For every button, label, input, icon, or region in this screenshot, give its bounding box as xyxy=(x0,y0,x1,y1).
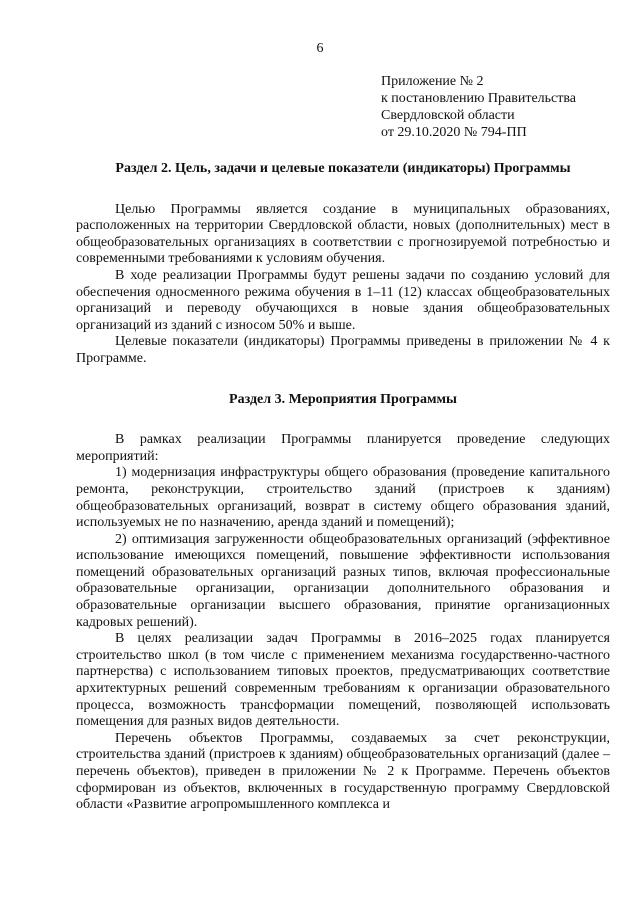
section-3-title: Раздел 3. Мероприятия Программы xyxy=(229,391,457,407)
appendix-stamp xyxy=(381,73,621,141)
appendix-line-4: от 29.10.2020 № 794-ПП xyxy=(381,125,527,140)
section-3-list-item-2: 2) оптимизация загруженности общеобразовательных организаций (эффективное использование имеющихся помещений, повышение эффективности использования помещений образовательных организаций разных типов, включая профессиональные образовательные организации, организации дополнительного образования и образовательные организации высшего образования, принятие организационных кадровых решений). xyxy=(76,531,610,630)
section-2-title: Раздел 2. Цель, задачи и целевые показатели (индикаторы) Программы xyxy=(115,161,571,176)
section-2-paragraph-3: Целевые показатели (индикаторы) Программы приведены в приложении № 4 к Программе. xyxy=(76,334,610,366)
appendix-line-3: Свердловской области xyxy=(381,108,515,123)
section-3-paragraph-1: В рамках реализации Программы планируется проведение следующих мероприятий: xyxy=(76,432,610,464)
section-2-paragraph-2: В ходе реализации Программы будут решены задачи по созданию условий для обеспечения односменного режима обучения в 1–11 (12) классах общеобразовательных организаций и переводу обучающихся в новые здания общеобразовательных организаций из зданий с износом 50% и выше. xyxy=(76,267,610,333)
section-3-paragraph-2: В целях реализации задач Программы в 2016–2025 годах планируется строительство школ (в том числе с применением механизма государственно-частного партнерства) с использованием типовых проектов, предусматривающих соответствие архитектурных решений современным требованиям к организации образовательного процесса, возможность трансформации помещений, позволяющей использовать помещения для разных видов деятельности. xyxy=(76,631,610,730)
section-3-list-item-1: 1) модернизация инфраструктуры общего образования (проведение капитального ремонта, реконструкции, строительство зданий (пристроев к зданиям) общеобразовательных организаций, возврат в систему общего образования зданий, используемых не по назначению, аренда зданий и помещений); xyxy=(76,465,610,531)
section-2-paragraph-1: Целью Программы является создание в муниципальных образованиях, расположенных на территории Свердловской области, новых (дополнительных) мест в общеобразовательных организациях в соответствии с прогнозируемой потребностью и современными требованиями к условиям обучения. xyxy=(76,201,610,267)
page-number: 6 xyxy=(316,41,324,56)
document-body xyxy=(76,161,610,814)
section-3-paragraph-3: Перечень объектов Программы, создаваемых за счет реконструкции, строительства зданий (пристроев к зданиям) общеобразовательных организаций (далее – перечень объектов), приведен в приложении № 2 к Программе. Перечень объектов сформирован из объектов, включенных в государственную программу Свердловской области «Развитие агропромышленного комплекса и xyxy=(76,730,610,813)
appendix-line-1: Приложение № 2 xyxy=(381,74,484,89)
appendix-line-2: к постановлению Правительства xyxy=(381,91,577,106)
